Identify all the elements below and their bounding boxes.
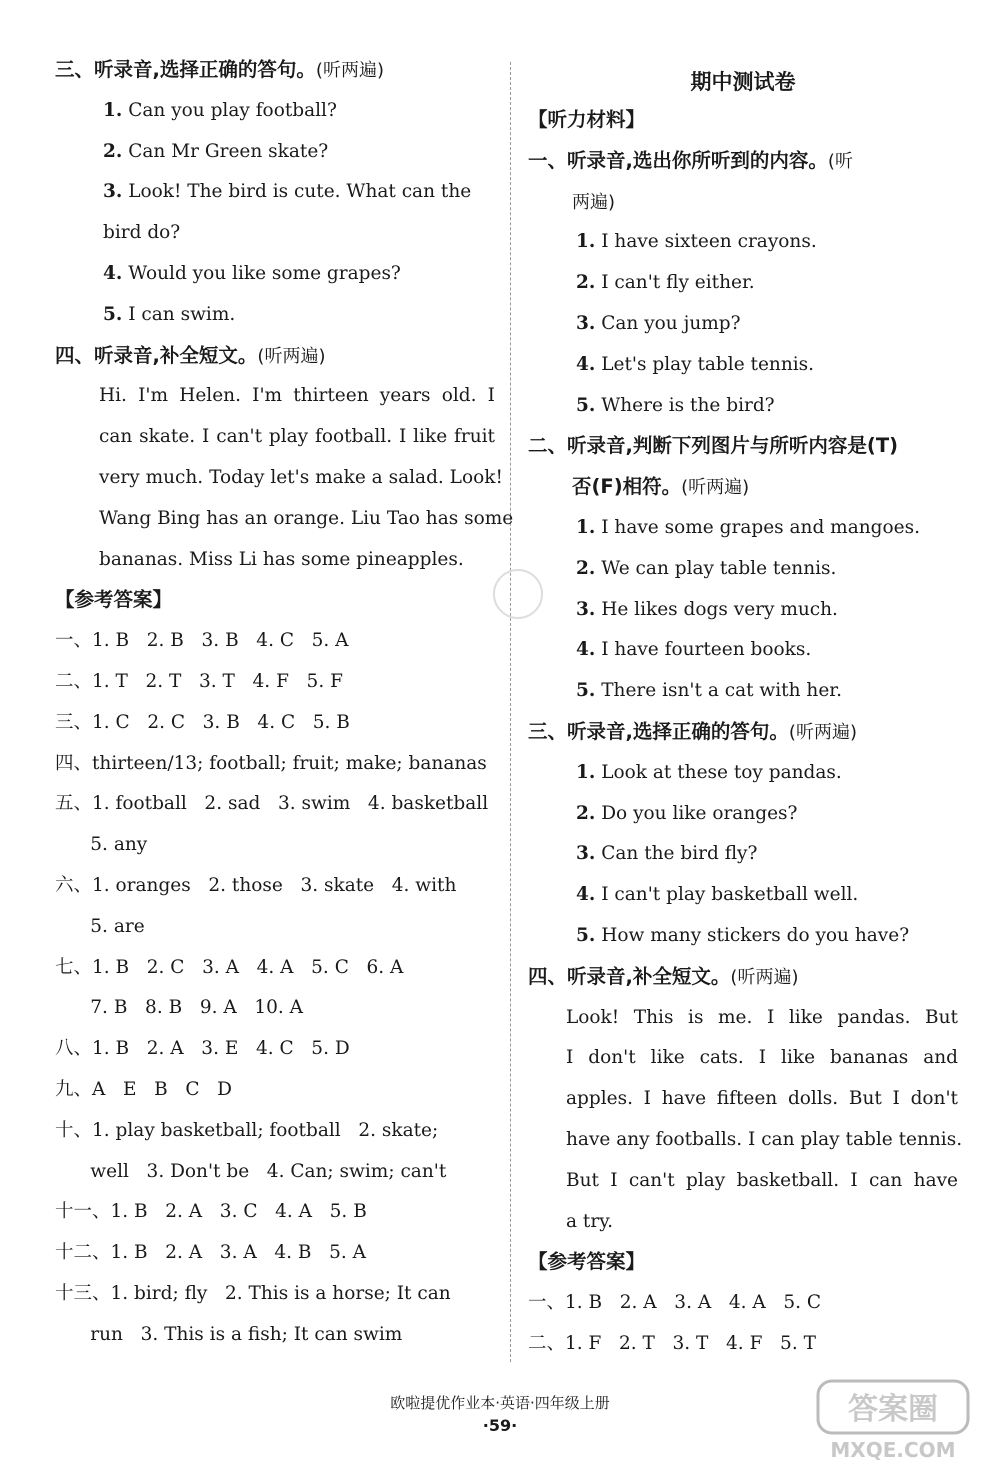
section-heading-cont: 两遍) bbox=[572, 191, 616, 213]
answer-line: run 3. This is a fish; It can swim bbox=[55, 1323, 403, 1345]
list-item: bird do? bbox=[103, 222, 181, 244]
list-item: 4. I can't play basketball well. bbox=[576, 884, 859, 906]
right-column bbox=[528, 50, 963, 1365]
section-heading: 四、听录音,补全短文。(听两遍) bbox=[528, 964, 799, 988]
answer-line: 二、1. T 2. T 3. T 4. F 5. F bbox=[55, 670, 343, 692]
answer-line: 七、1. B 2. C 3. A 4. A 5. C 6. A bbox=[55, 956, 404, 978]
answer-line: 六、1. oranges 2. those 3. skate 4. with bbox=[55, 874, 457, 896]
answer-line: 十一、1. B 2. A 3. C 4. A 5. B bbox=[55, 1201, 367, 1223]
section-heading: 三、听录音,选择正确的答句。(听两遍) bbox=[528, 719, 857, 743]
answer-line: 四、thirteen/13; football; fruit; make; bananas bbox=[55, 752, 487, 774]
answer-line: 八、1. B 2. A 3. E 4. C 5. D bbox=[55, 1038, 350, 1060]
answer-line: 十二、1. B 2. A 3. A 4. B 5. A bbox=[55, 1242, 366, 1264]
left-column bbox=[55, 50, 514, 1356]
list-item: 2. I can't fly either. bbox=[576, 272, 755, 294]
list-item: 3. He likes dogs very much. bbox=[576, 598, 838, 620]
answer-line: 五、1. football 2. sad 3. swim 4. basketball bbox=[55, 793, 489, 815]
watermark-logo bbox=[810, 1375, 985, 1465]
passage-line: a try. bbox=[566, 1210, 614, 1232]
passage-line: bananas. Miss Li has some pineapples. bbox=[99, 548, 464, 570]
passage-line: But I can't play basketball. I can have bbox=[566, 1169, 958, 1191]
book-title: 欧啦提优作业本·英语·四年级上册 bbox=[390, 1394, 610, 1412]
section-heading: 四、听录音,补全短文。(听两遍) bbox=[55, 343, 326, 367]
list-item: 4. Would you like some grapes? bbox=[103, 262, 401, 284]
column-divider bbox=[510, 62, 511, 1362]
list-item: 1. Look at these toy pandas. bbox=[576, 761, 842, 783]
passage-line: I don't like cats. I like bananas and bbox=[566, 1047, 958, 1069]
passage bbox=[55, 376, 514, 580]
list-item: 1. Can you play football? bbox=[103, 99, 337, 121]
question-list bbox=[55, 91, 495, 336]
material-heading: 【听力材料】 bbox=[528, 108, 646, 131]
answer-line: 二、1. F 2. T 3. T 4. F 5. T bbox=[528, 1332, 816, 1354]
answer-line: 十、1. play basketball; football 2. skate; bbox=[55, 1119, 439, 1141]
section-heading: 一、听录音,选出你所听到的内容。(听 bbox=[528, 148, 853, 172]
stamp-icon bbox=[490, 566, 546, 622]
section-heading: 三、听录音,选择正确的答句。(听两遍) bbox=[55, 58, 384, 81]
list-item: 2. We can play table tennis. bbox=[576, 557, 837, 579]
list-item: 5. How many stickers do you have? bbox=[576, 924, 910, 946]
passage bbox=[528, 998, 963, 1243]
section-heading-cont: 否(F)相符。(听两遍) bbox=[572, 475, 750, 499]
watermark-logo-icon bbox=[810, 1375, 985, 1465]
passage-line: can skate. I can't play football. I like fruit bbox=[99, 426, 495, 448]
list-item: 1. I have some grapes and mangoes. bbox=[576, 516, 920, 538]
passage-line: Look! This is me. I like pandas. But bbox=[566, 1006, 958, 1028]
answer-line: 三、1. C 2. C 3. B 4. C 5. B bbox=[55, 711, 350, 733]
answer-line: well 3. Don't be 4. Can; swim; can't bbox=[55, 1160, 447, 1182]
answer-line: 5. any bbox=[55, 834, 148, 856]
list-item: 5. Where is the bird? bbox=[576, 394, 775, 416]
passage-line: apples. I have fifteen dolls. But I don't bbox=[566, 1088, 958, 1110]
answer-line: 十三、1. bird; fly 2. This is a horse; It can bbox=[55, 1282, 451, 1304]
answer-line: 5. are bbox=[55, 915, 145, 937]
faint-stamp bbox=[490, 566, 546, 622]
svg-text:MXQE.COM: MXQE.COM bbox=[830, 1438, 956, 1462]
passage-line: very much. Today let's make a salad. Look! bbox=[99, 466, 503, 488]
answer-list bbox=[55, 621, 495, 1355]
svg-text:答案圈: 答案圈 bbox=[848, 1392, 938, 1427]
answer-line: 7. B 8. B 9. A 10. A bbox=[55, 997, 304, 1019]
answers-heading: 【参考答案】 bbox=[528, 1250, 646, 1274]
list-item: 1. I have sixteen crayons. bbox=[576, 231, 817, 253]
passage-line: Hi. I'm Helen. I'm thirteen years old. I bbox=[99, 385, 495, 407]
question-list bbox=[528, 222, 958, 426]
list-item: 3. Can the bird fly? bbox=[576, 843, 758, 865]
answers-heading: 【参考答案】 bbox=[55, 588, 173, 612]
list-item: 2. Can Mr Green skate? bbox=[103, 140, 329, 162]
question-list bbox=[528, 508, 958, 712]
list-item: 5. There isn't a cat with her. bbox=[576, 680, 842, 702]
answer-line: 一、1. B 2. B 3. B 4. C 5. A bbox=[55, 630, 349, 652]
list-item: 2. Do you like oranges? bbox=[576, 802, 798, 824]
page-title: 期中测试卷 bbox=[690, 70, 796, 94]
list-item: 5. I can swim. bbox=[103, 303, 236, 325]
answer-line: 一、1. B 2. A 3. A 4. A 5. C bbox=[528, 1292, 822, 1314]
section-heading: 二、听录音,判断下列图片与所听内容是(T) bbox=[528, 434, 899, 458]
list-item: 3. Look! The bird is cute. What can the bbox=[103, 181, 472, 203]
question-list bbox=[528, 753, 958, 957]
passage-line: have any footballs. I can play table tennis. bbox=[566, 1128, 963, 1150]
list-item: 4. I have fourteen books. bbox=[576, 639, 812, 661]
page-number: ·59· bbox=[482, 1416, 518, 1435]
answer-line: 九、A E B C D bbox=[55, 1078, 233, 1100]
answer-list bbox=[528, 1283, 958, 1365]
passage-line: Wang Bing has an orange. Liu Tao has some bbox=[99, 507, 514, 529]
list-item: 3. Can you jump? bbox=[576, 312, 741, 334]
list-item: 4. Let's play table tennis. bbox=[576, 353, 815, 375]
